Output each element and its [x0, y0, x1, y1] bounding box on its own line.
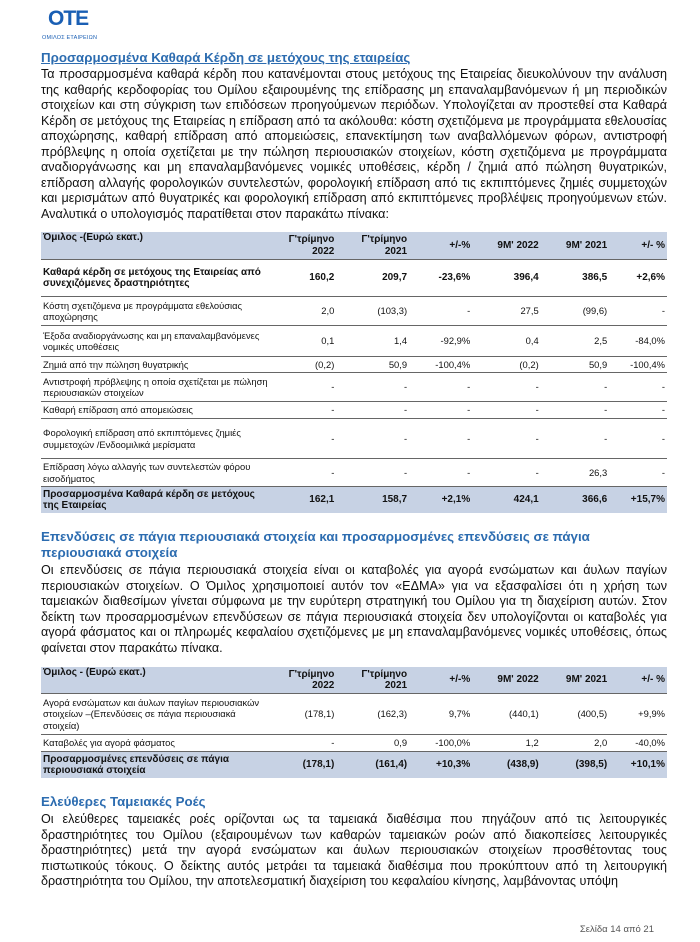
cell: - [472, 459, 540, 487]
logo-text: ΟΤΕ [48, 7, 89, 30]
cell: 26,3 [541, 459, 609, 487]
row-label: Καθαρά κέρδη σε μετόχους της Εταιρείας από συνεχιζόμενες δραστηριότητες [41, 260, 274, 297]
header-c3: +/-% [409, 232, 472, 260]
cell: +2,1% [409, 487, 472, 514]
cell: (0,2) [472, 357, 540, 373]
section2-paragraph: Οι επενδύσεις σε πάγια περιουσιακά στοιχεία είναι οι καταβολές για αγορά ενσώματων και άυλων παγίων περιουσιακών στοιχείων. Ο Όμιλος χρησιμοποιεί αυτόν τον «ΕΔΜΑ» για να εξασφαλίσει ότι η χρήση των ταμειακών διαθεσίμων γίνεται σύμφωνα με την ευρύτερη στρατηγική του Ομίλου για τη διαχείριση αυτών. Στον δείκτη των προσαρμοσμένων επενδύσεων σε πάγια περιουσιακά στοιχεία δεν υπολογίζονται οι καταβολές για αγορά φάσματος και οι πληρωμές κεφαλαίου σχετιζόμενες με μη επαναλαμβανόμενες νομικές υποθέσεις, όπως φαίνεται στον παρακάτω πίνακα. [41, 563, 667, 655]
table-row [41, 735, 667, 752]
table-row [41, 402, 667, 419]
page-number: Σελίδα 14 από 21 [579, 924, 654, 935]
row-label: Αντιστροφή πρόβλεψης η οποία σχετίζεται με πώληση περιουσιακών στοιχείων [41, 373, 274, 402]
cell: (400,5) [541, 694, 609, 735]
header-c4: 9M' 2022 [472, 232, 540, 260]
adjusted-net-profit-table [41, 232, 667, 513]
cell: -100,4% [409, 357, 472, 373]
ote-logo [42, 6, 110, 44]
cell: - [609, 373, 667, 402]
row-label: Προσαρμοσμένα Καθαρά κέρδη σε μετόχους της Εταιρείας [41, 487, 274, 514]
cell: (178,1) [274, 752, 336, 779]
cell: - [409, 459, 472, 487]
cell: (99,6) [541, 297, 609, 326]
cell: -40,0% [609, 735, 667, 752]
cell: - [409, 402, 472, 419]
header-c2: Γ'τρίμηνο 2021 [336, 232, 409, 260]
table-header [41, 232, 667, 260]
section1-paragraph: Τα προσαρμοσμένα καθαρά κέρδη που κατανέμονται στους μετόχους της Εταιρείας διευκολύνουν την ανάλυση της καθαρής κερδοφορίας του Ομίλου εξαιρουμένης της επίδρασης μη επαναλαμβανόμενων ή μη περιοδικών στοιχείων και στη σύγκριση των επιδόσεων προηγούμενων περιόδων. Υπολογίζεται αν προστεθεί στα Καθαρά Κέρδη σε μετόχους της Εταιρείας η επίδραση από τα ακόλουθα: κόστη σχετιζόμενα με προγράμματα εθελουσίας αποχώρησης, καθαρή επίδραση από απομειώσεις, επανεκτίμηση των αναβαλλόμενων φόρων, αντιστροφή πρόβλεψης η οποία σχετίζεται με την πώληση περιουσιακών στοιχείων, κόστη σχετιζόμενα με προγράμματα αναδιοργάνωσης και μη επαναλαμβανόμενες νομικές υποθέσεις, κέρδη / ζημιά από πώληση θυγατρικών, επίδραση αλλαγής φορολογικών συντελεστών, φορολογική επίδραση από τις εκπιπτόμενες ζημιές συμμετοχών και μερισμάτων από θυγατρικές και φορολογική επίδραση από εκπιπτόμενες προβλέψεις προηγούμενων ετών. Αναλυτικά ο υπολογισμός παρατίθεται στον παρακάτω πίνακα: [41, 67, 667, 221]
cell: - [274, 419, 336, 459]
cell: 1,4 [336, 326, 409, 357]
table-row [41, 260, 667, 297]
header-label: Όμιλος -(Ευρώ εκατ.) [41, 232, 274, 260]
table-row [41, 326, 667, 357]
cell: 0,1 [274, 326, 336, 357]
header-c4: 9M' 2022 [472, 667, 540, 694]
cell: +9,9% [609, 694, 667, 735]
header-c5: 9M' 2021 [541, 667, 609, 694]
cell: - [472, 402, 540, 419]
cell: - [274, 735, 336, 752]
cell: 9,7% [409, 694, 472, 735]
section2-title: Επενδύσεις σε πάγια περιουσιακά στοιχεία και προσαρμοσμένες επενδύσεις σε πάγια περιουσιακά στοιχεία [41, 529, 590, 560]
table-row [41, 297, 667, 326]
cell: 2,5 [541, 326, 609, 357]
row-label: Κόστη σχετιζόμενα με προγράμματα εθελούσιας αποχώρησης [41, 297, 274, 326]
cell: - [409, 373, 472, 402]
table-total-row [41, 752, 667, 779]
row-label: Καθαρή επίδραση από απομειώσεις [41, 402, 274, 419]
section3-paragraph: Οι ελεύθερες ταμειακές ροές ορίζονται ως τα ταμειακά διαθέσιμα που πηγάζουν από τις λειτουργικές δραστηριότητες του Ομίλου (εξαιρουμένων των καθαρών ταμειακών ροών από διακοπείσες λειτουργικές δραστηριότητες) μετά την αγορά ενσώματων και άυλων περιουσιακών στοιχείων προσθέτοντας τους πιστωτικούς τόκους. Ο δείκτης αυτός μετράει τα ταμειακά διαθέσιμα που προκύπτουν από τη λειτουργική δραστηριότητα του Ομίλου, την αποτελεσματική διαχείριση του κεφαλαίου κίνησης, λαμβάνοντας υπόψη [41, 812, 667, 888]
cell: - [609, 402, 667, 419]
table-header [41, 667, 667, 694]
capex-table [41, 667, 667, 778]
cell: - [609, 297, 667, 326]
cell: 50,9 [336, 357, 409, 373]
cell: +15,7% [609, 487, 667, 514]
header-label: Όμιλος - (Ευρώ εκατ.) [41, 667, 274, 694]
section1-title: Προσαρμοσμένα Καθαρά Κέρδη σε μετόχους της εταιρείας [41, 50, 411, 65]
row-label: Ζημιά από την πώληση θυγατρικής [41, 357, 274, 373]
cell: - [409, 297, 472, 326]
cell: - [472, 419, 540, 459]
cell: (438,9) [472, 752, 540, 779]
header-c6: +/- % [609, 232, 667, 260]
cell: -84,0% [609, 326, 667, 357]
cell: 158,7 [336, 487, 409, 514]
cell: 386,5 [541, 260, 609, 297]
cell: 27,5 [472, 297, 540, 326]
cell: (0,2) [274, 357, 336, 373]
table-row [41, 373, 667, 402]
cell: - [274, 459, 336, 487]
cell: 160,2 [274, 260, 336, 297]
cell: -100,4% [609, 357, 667, 373]
table-row [41, 419, 667, 459]
cell: - [609, 419, 667, 459]
row-label: Φορολογική επίδραση από εκπιπτόμενες ζημιές συμμετοχών /Ενδοομιλικά μερίσματα [41, 419, 274, 459]
row-label: Προσαρμοσμένες επενδύσεις σε πάγια περιουσιακά στοιχεία [41, 752, 274, 779]
cell: (161,4) [336, 752, 409, 779]
header-c2: Γ'τρίμηνο 2021 [336, 667, 409, 694]
header-c1: Γ'τρίμηνο 2022 [274, 667, 336, 694]
cell: 50,9 [541, 357, 609, 373]
cell: - [336, 419, 409, 459]
cell: 396,4 [472, 260, 540, 297]
document-body [41, 50, 667, 890]
cell: - [541, 402, 609, 419]
cell: - [409, 419, 472, 459]
cell: - [541, 373, 609, 402]
row-label: Αγορά ενσώματων και άυλων παγίων περιουσιακών στοιχείων –(Επενδύσεις σε πάγια περιουσιακά στοιχεία) [41, 694, 274, 735]
row-label: Επίδραση λόγω αλλαγής των συντελεστών φόρου εισοδήματος [41, 459, 274, 487]
cell: - [336, 459, 409, 487]
cell: - [274, 402, 336, 419]
section3-title: Ελεύθερες Ταμειακές Ροές [41, 794, 206, 809]
cell: - [472, 373, 540, 402]
cell: (398,5) [541, 752, 609, 779]
cell: - [336, 402, 409, 419]
cell: 1,2 [472, 735, 540, 752]
header-c1: Γ'τρίμηνο 2022 [274, 232, 336, 260]
cell: 162,1 [274, 487, 336, 514]
cell: -23,6% [409, 260, 472, 297]
cell: - [336, 373, 409, 402]
cell: 209,7 [336, 260, 409, 297]
cell: 2,0 [274, 297, 336, 326]
logo-subtitle: ΟΜΙΛΟΣ ΕΤΑΙΡΕΙΩΝ [42, 35, 98, 41]
cell: -92,9% [409, 326, 472, 357]
cell: -100,0% [409, 735, 472, 752]
cell: (103,3) [336, 297, 409, 326]
row-label: Έξοδα αναδιοργάνωσης και μη επαναλαμβανόμενες νομικές υποθέσεις [41, 326, 274, 357]
cell: 2,0 [541, 735, 609, 752]
cell: +10,1% [609, 752, 667, 779]
cell: 424,1 [472, 487, 540, 514]
cell: (440,1) [472, 694, 540, 735]
table-row [41, 694, 667, 735]
cell: (178,1) [274, 694, 336, 735]
header-c5: 9M' 2021 [541, 232, 609, 260]
cell: - [274, 373, 336, 402]
cell: 366,6 [541, 487, 609, 514]
cell: - [609, 459, 667, 487]
cell: +10,3% [409, 752, 472, 779]
table-row [41, 357, 667, 373]
table-total-row [41, 487, 667, 514]
cell: +2,6% [609, 260, 667, 297]
table-row [41, 459, 667, 487]
cell: (162,3) [336, 694, 409, 735]
cell: 0,4 [472, 326, 540, 357]
cell: 0,9 [336, 735, 409, 752]
header-c3: +/-% [409, 667, 472, 694]
header-c6: +/- % [609, 667, 667, 694]
row-label: Καταβολές για αγορά φάσματος [41, 735, 274, 752]
cell: - [541, 419, 609, 459]
